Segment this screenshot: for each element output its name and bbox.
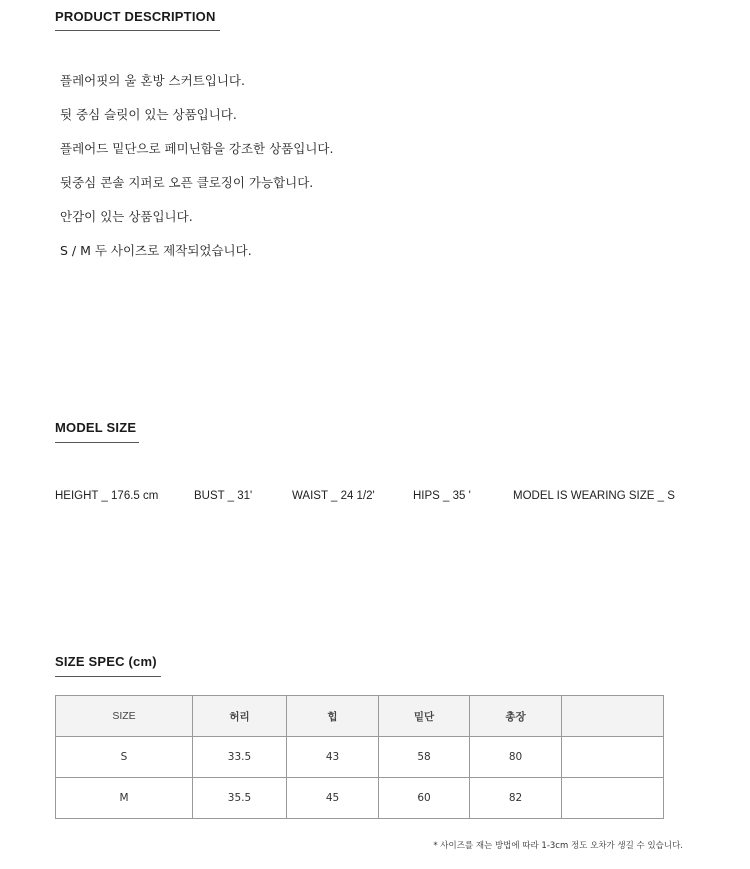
header-size: SIZE xyxy=(56,696,193,737)
cell-size: S xyxy=(56,737,193,778)
description-line: 플레어핏의 울 혼방 스커트입니다. xyxy=(60,73,245,88)
description-line: 플레어드 밑단으로 페미닌함을 강조한 상품입니다. xyxy=(60,141,334,156)
cell-empty xyxy=(562,737,664,778)
model-hips: HIPS _ 35 ' xyxy=(413,490,471,502)
model-bust: BUST _ 31' xyxy=(194,490,253,502)
cell-waist: 33.5 xyxy=(193,737,287,778)
table-row xyxy=(56,778,664,819)
product-description-underline xyxy=(55,30,220,31)
cell-length: 82 xyxy=(470,778,562,819)
cell-hip: 43 xyxy=(287,737,379,778)
model-height: HEIGHT _ 176.5 cm xyxy=(55,490,159,502)
table-header-row xyxy=(56,696,664,737)
product-description-title: PRODUCT DESCRIPTION xyxy=(55,9,216,24)
cell-hem: 60 xyxy=(379,778,470,819)
model-size-title: MODEL SIZE xyxy=(55,420,137,435)
description-line: 안감이 있는 상품입니다. xyxy=(60,209,193,224)
header-hip: 힙 xyxy=(287,696,379,737)
size-note: * 사이즈를 재는 방법에 따라 1-3cm 정도 오차가 생길 수 있습니다. xyxy=(433,841,683,851)
model-size-row xyxy=(55,490,695,506)
model-wearing-size: MODEL IS WEARING SIZE _ S xyxy=(513,490,675,502)
cell-length: 80 xyxy=(470,737,562,778)
size-spec-underline xyxy=(55,676,161,677)
cell-hip: 45 xyxy=(287,778,379,819)
description-line: 뒷중심 콘솔 지퍼로 오픈 클로징이 가능합니다. xyxy=(60,175,314,190)
description-list xyxy=(60,72,333,276)
description-line: 뒷 중심 슬릿이 있는 상품입니다. xyxy=(60,107,237,122)
header-empty xyxy=(562,696,664,737)
header-length: 총장 xyxy=(470,696,562,737)
table-row xyxy=(56,737,664,778)
header-waist: 허리 xyxy=(193,696,287,737)
cell-waist: 35.5 xyxy=(193,778,287,819)
model-waist: WAIST _ 24 1/2' xyxy=(292,490,375,502)
cell-size: M xyxy=(56,778,193,819)
model-size-underline xyxy=(55,442,139,443)
cell-hem: 58 xyxy=(379,737,470,778)
header-hem: 밑단 xyxy=(379,696,470,737)
description-line: S / M 두 사이즈로 제작되었습니다. xyxy=(60,243,252,258)
size-spec-table xyxy=(55,695,664,819)
size-spec-title: SIZE SPEC (cm) xyxy=(55,654,157,669)
cell-empty xyxy=(562,778,664,819)
